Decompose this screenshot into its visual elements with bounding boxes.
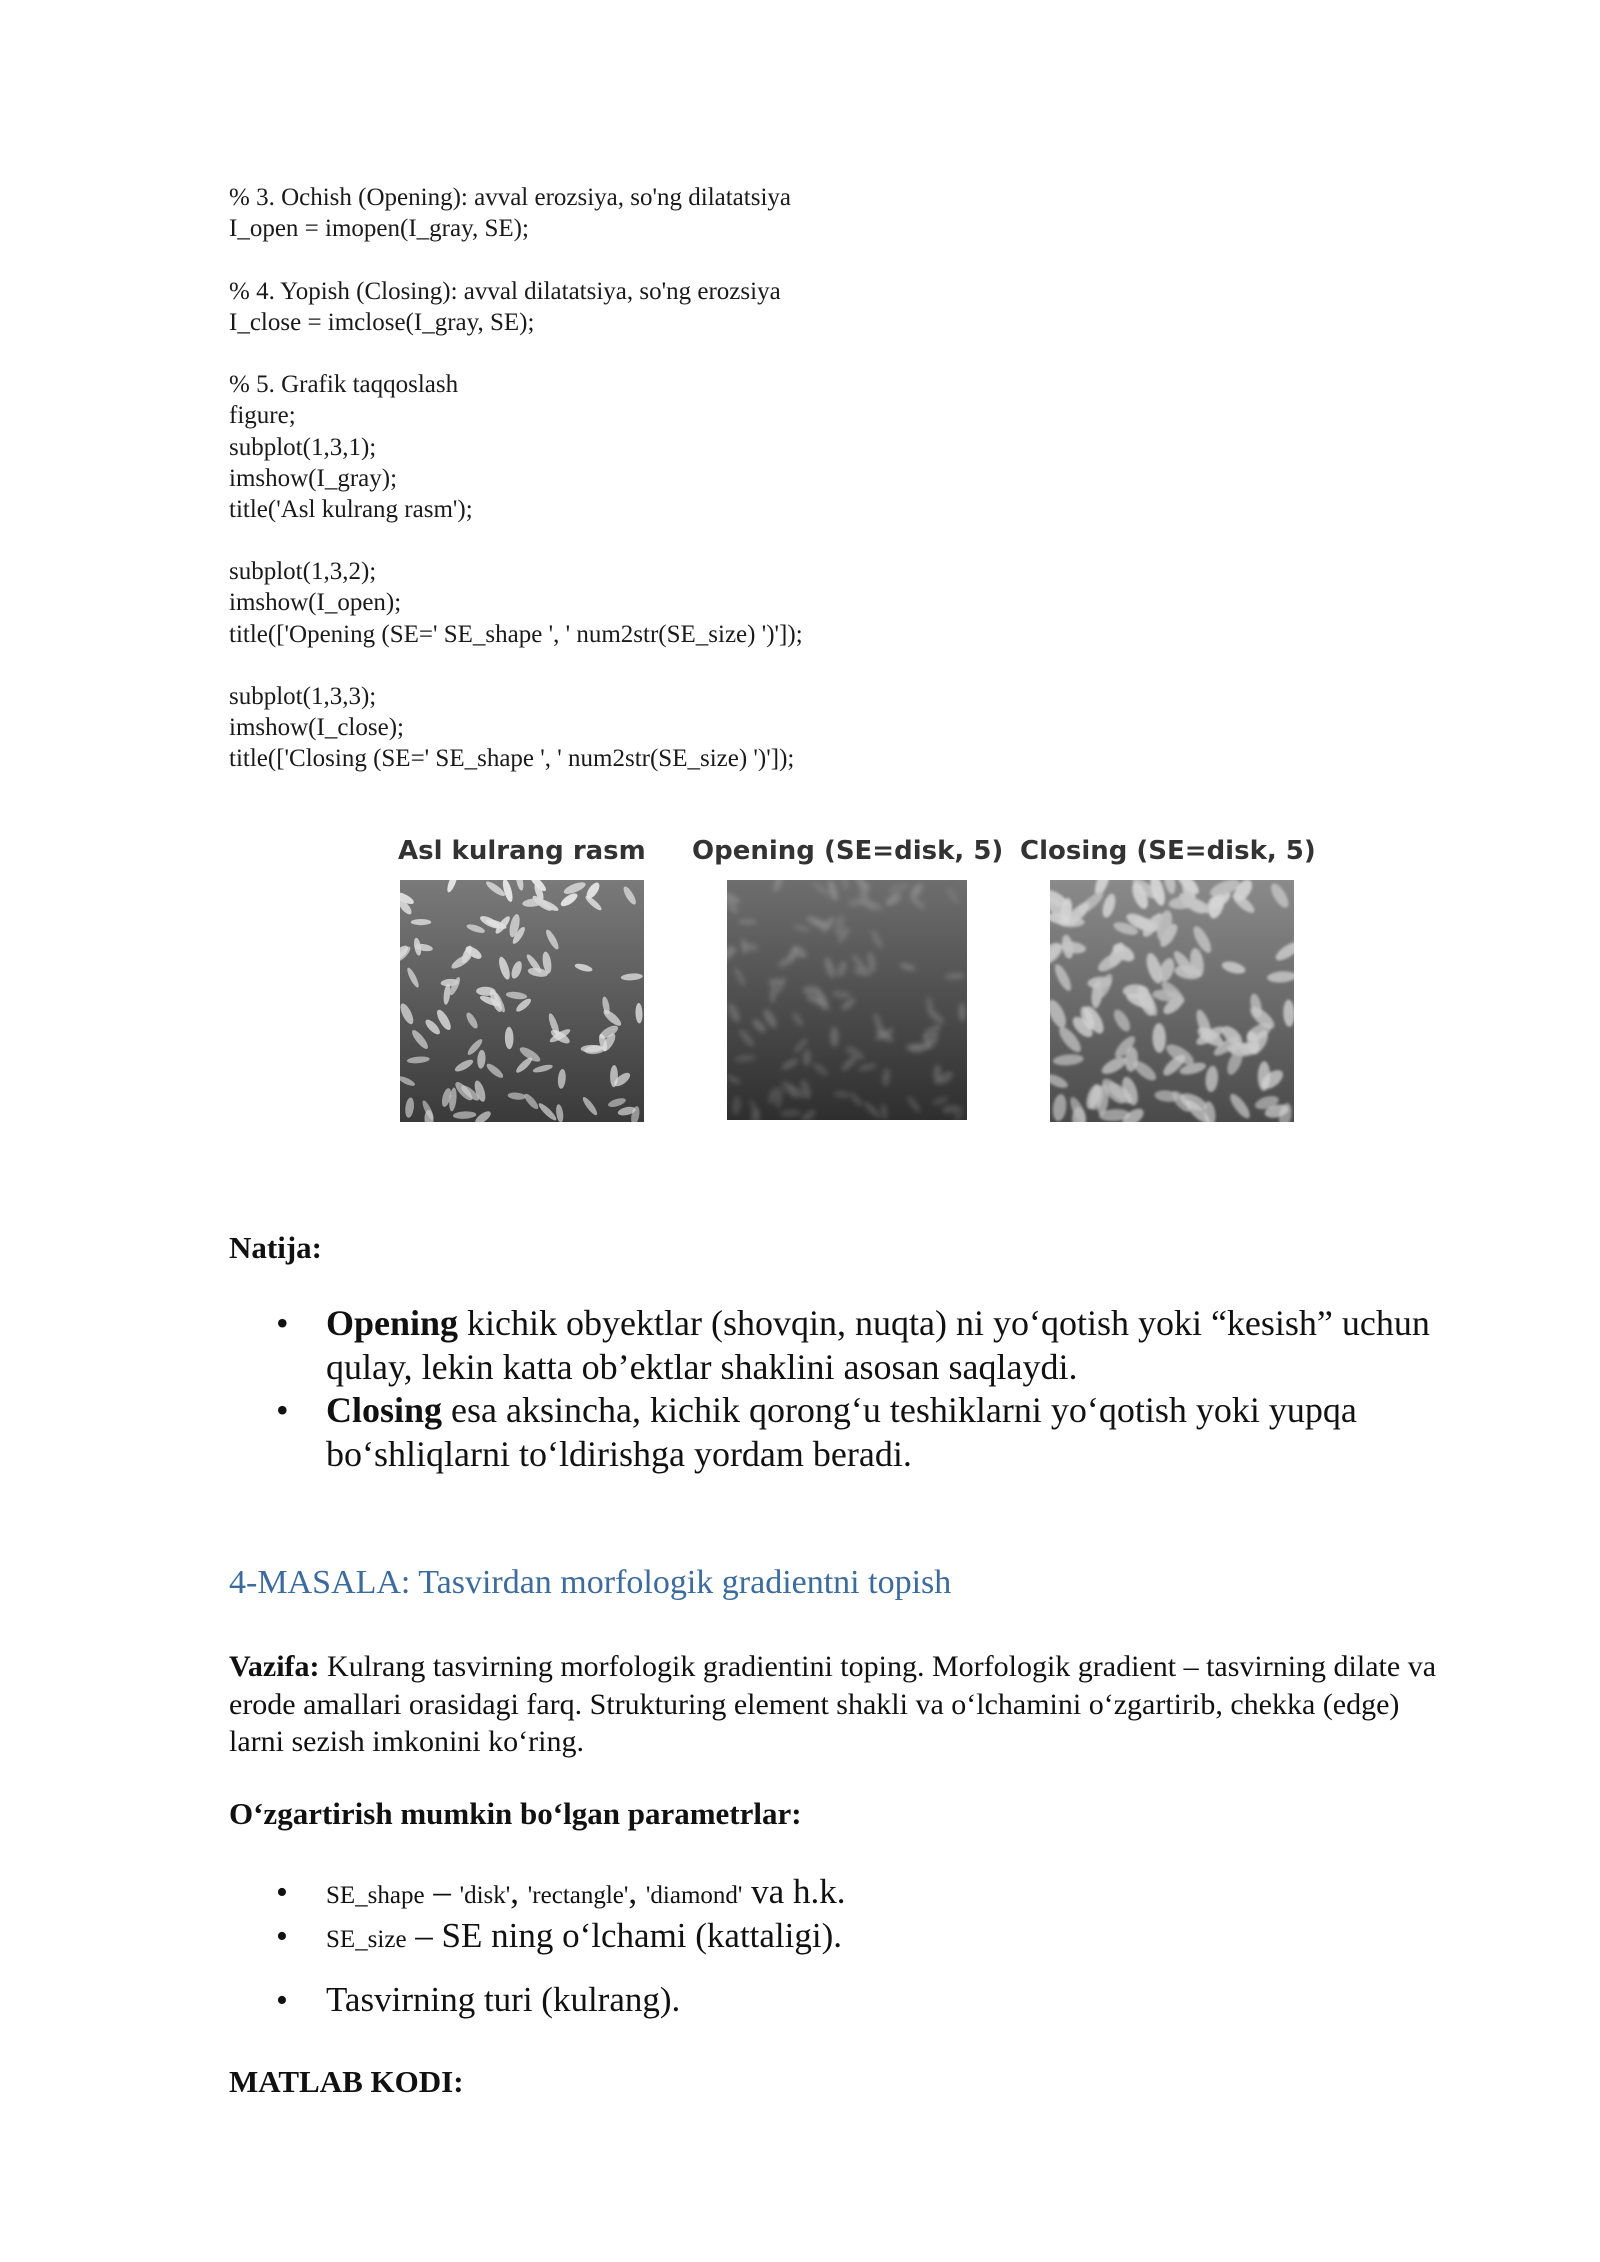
param-value: 'rectangle' [527,1882,629,1909]
list-item [229,1302,1509,1389]
code-line: subplot(1,3,2); [229,558,377,586]
param-name: SE_size [326,1926,407,1953]
code-line: imshow(I_gray); [229,464,398,492]
code-line: subplot(1,3,3); [229,683,377,710]
original-grayscale-image [400,880,644,1122]
bullet-icon: • [276,1303,289,1343]
code-line: subplot(1,3,1); [229,433,377,461]
code-line [229,338,1329,369]
comparison-figure [390,836,1350,1136]
code-line: figure; [229,402,296,430]
param-tail: – SE ning o‘lchami (kattaligi). [406,1916,843,1955]
bullet-icon: • [276,1390,289,1430]
matlab-code-block [229,182,1329,775]
closing-description: esa aksincha, kichik qorong‘u teshiklarni yo‘qotish yoki yupqa bo‘shliqlarni to‘ldirishga yordam beradi. [326,1390,1357,1474]
list-item [229,1916,1429,1980]
param-value: 'diamond' [645,1882,743,1909]
panel-title-opening: Opening (SE=disk, 5) [692,836,1004,866]
code-line [229,650,1329,681]
code-line: title('Asl kulrang rasm'); [229,495,473,523]
param-text: Tasvirning turi (kulrang). [326,1980,681,2019]
results-heading: Natija: [229,1230,322,1265]
code-line: title(['Closing (SE=' SE_shape ', ' num2str(SE_size) ')']); [229,745,795,773]
panel-title-closing: Closing (SE=disk, 5) [1020,836,1316,866]
bullet-icon: • [276,1982,288,2019]
matlab-code-heading: MATLAB KODI: [229,2064,464,2099]
closing-result-image [1050,880,1294,1122]
bullet-icon: • [276,1918,288,1955]
results-list [229,1302,1509,1476]
list-item [229,1389,1509,1476]
code-line: % 5. Grafik taqqoslash [229,371,459,399]
code-line: imshow(I_close); [229,714,404,742]
code-line [229,525,1329,556]
section-heading: 4-MASALA: Tasvirdan morfologik gradientni topish [229,1564,952,1601]
code-line: title(['Opening (SE=' SE_shape ', ' num2str(SE_size) ')']); [229,620,803,648]
code-line: I_close = imclose(I_gray, SE); [229,308,535,336]
param-value: 'disk' [459,1882,511,1909]
bullet-icon: • [276,1874,288,1911]
param-dash: – [424,1872,460,1911]
param-separator: , [510,1872,528,1911]
list-item [229,1980,1429,2024]
code-line: % 3. Ochish (Opening): avval erozsiya, so'ng dilatatsiya [229,184,791,211]
task-text: Kulrang tasvirning morfologik gradientini toping. Morfologik gradient – tasvirning dilate va erode amallari orasidagi farq. Strukturing element shakli va o‘lchamini o‘zgartirib, chekka (edge) larni sezish imkonini ko‘ring. [229,1650,1437,1758]
list-item [229,1872,1429,1916]
parameters-list [229,1872,1429,2024]
param-name: SE_shape [326,1882,425,1909]
task-paragraph [229,1648,1459,1761]
parameters-heading: O‘zgartirish mumkin bo‘lgan parametrlar: [229,1796,802,1831]
code-line: I_open = imopen(I_gray, SE); [229,215,529,243]
code-line: % 4. Yopish (Closing): avval dilatatsiya, so'ng erozsiya [229,277,781,305]
opening-description: kichik obyektlar (shovqin, nuqta) ni yo‘qotish yoki “kesish” uchun qulay, lekin katta ob’ektlar shaklini asosan saqlaydi. [326,1303,1430,1387]
param-tail: va h.k. [742,1872,846,1911]
closing-term: Closing [326,1390,443,1430]
code-line: imshow(I_open); [229,589,402,617]
opening-term: Opening [326,1303,459,1343]
opening-result-image [727,880,967,1120]
code-line [229,244,1329,275]
task-label: Vazifa: [229,1650,320,1683]
panel-title-original: Asl kulrang rasm [398,836,646,866]
param-separator: , [628,1872,646,1911]
